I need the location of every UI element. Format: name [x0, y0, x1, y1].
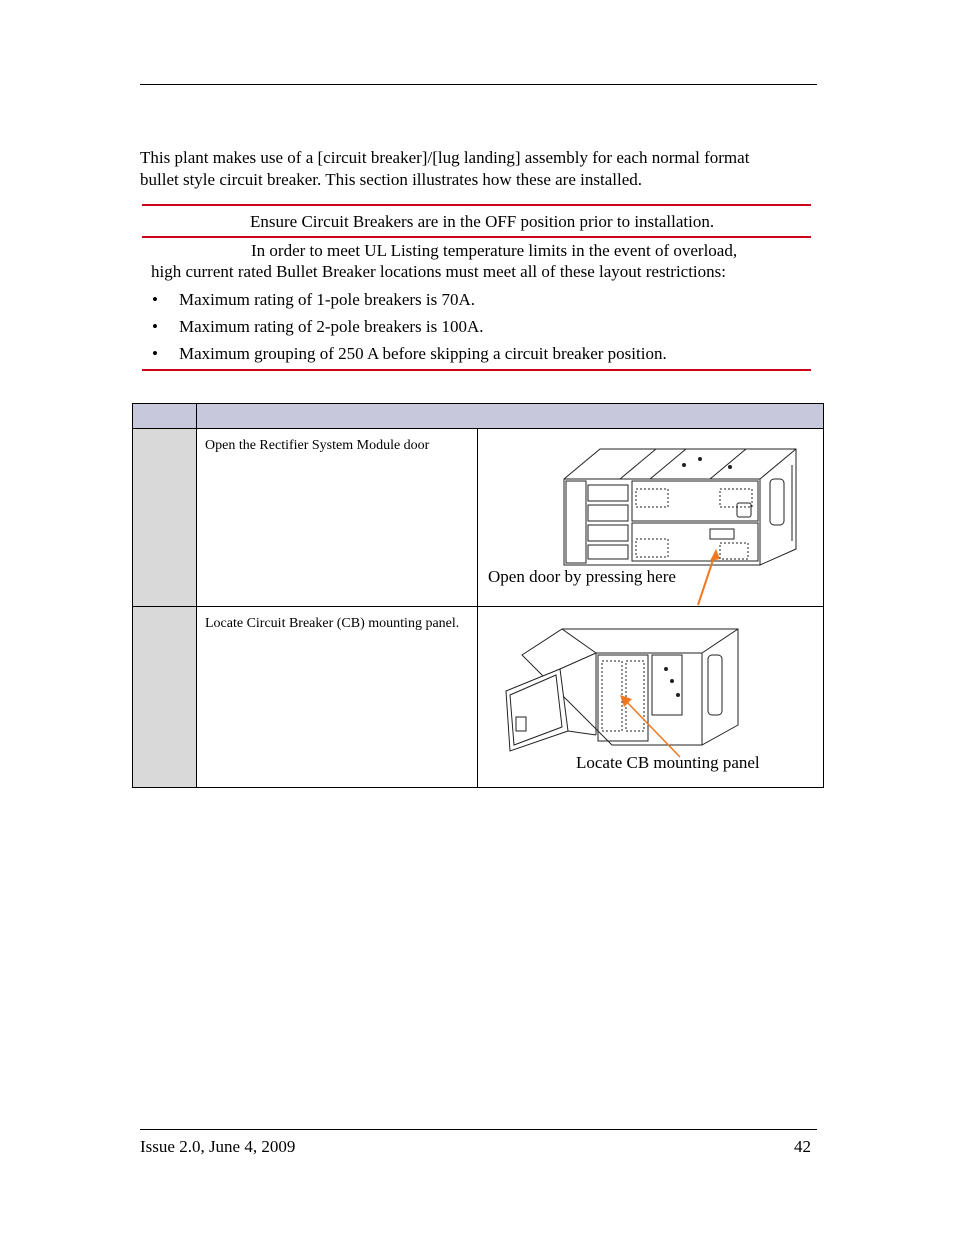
header-step-cell [133, 404, 197, 429]
figure-label: Locate CB mounting panel [576, 753, 760, 772]
bullet-icon: • [152, 317, 158, 336]
step-text: Open the Rectifier System Module door [205, 438, 430, 453]
arrow-icon [686, 549, 726, 614]
header-rule [140, 84, 817, 85]
note-bullet-text: Maximum rating of 2-pole breakers is 100A. [179, 317, 484, 336]
bullet-icon: • [152, 344, 158, 363]
caution-text: Ensure Circuit Breakers are in the OFF position prior to installation. [250, 212, 715, 231]
step-number-cell [133, 429, 197, 607]
step-figure-cell [478, 607, 824, 788]
step-text: Locate Circuit Breaker (CB) mounting panel. [205, 616, 460, 631]
figure-label: Open door by pressing here [488, 567, 676, 586]
footer-issue: Issue 2.0, June 4, 2009 [140, 1137, 296, 1156]
step-figure-cell [478, 429, 824, 607]
note-top-rule [142, 236, 811, 238]
note-bullet-text: Maximum rating of 1-pole breakers is 70A. [179, 290, 476, 309]
footer-rule [140, 1129, 817, 1130]
note-bullet-text: Maximum grouping of 250 A before skipping a circuit breaker position. [179, 344, 667, 363]
procedure-table [132, 403, 824, 788]
step-number-cell [133, 607, 197, 788]
note-bottom-rule [142, 369, 811, 371]
table-row [133, 607, 824, 788]
step-text-cell [197, 607, 478, 788]
header-action-cell [197, 404, 824, 429]
step-text-cell [197, 429, 478, 607]
page-number: 42 [794, 1137, 811, 1156]
caution-top-rule [142, 204, 811, 206]
intro-line-1: This plant makes use of a [circuit breaker]/[lug landing] assembly for each normal format [140, 148, 750, 167]
note-bullet-1 [152, 290, 475, 310]
note-line-1: In order to meet UL Listing temperature limits in the event of overload, [251, 241, 738, 260]
intro-paragraph [140, 147, 820, 191]
note-bullet-2 [152, 317, 484, 337]
rectifier-module-closed-door-icon [560, 445, 800, 574]
note-bullet-3 [152, 344, 667, 364]
table-row [133, 429, 824, 607]
procedure-table-header [133, 404, 824, 429]
intro-line-2: bullet style circuit breaker. This section illustrates how these are installed. [140, 170, 642, 189]
bullet-icon: • [152, 290, 158, 309]
note-line-2: high current rated Bullet Breaker locations must meet all of these layout restrictions: [151, 262, 726, 281]
